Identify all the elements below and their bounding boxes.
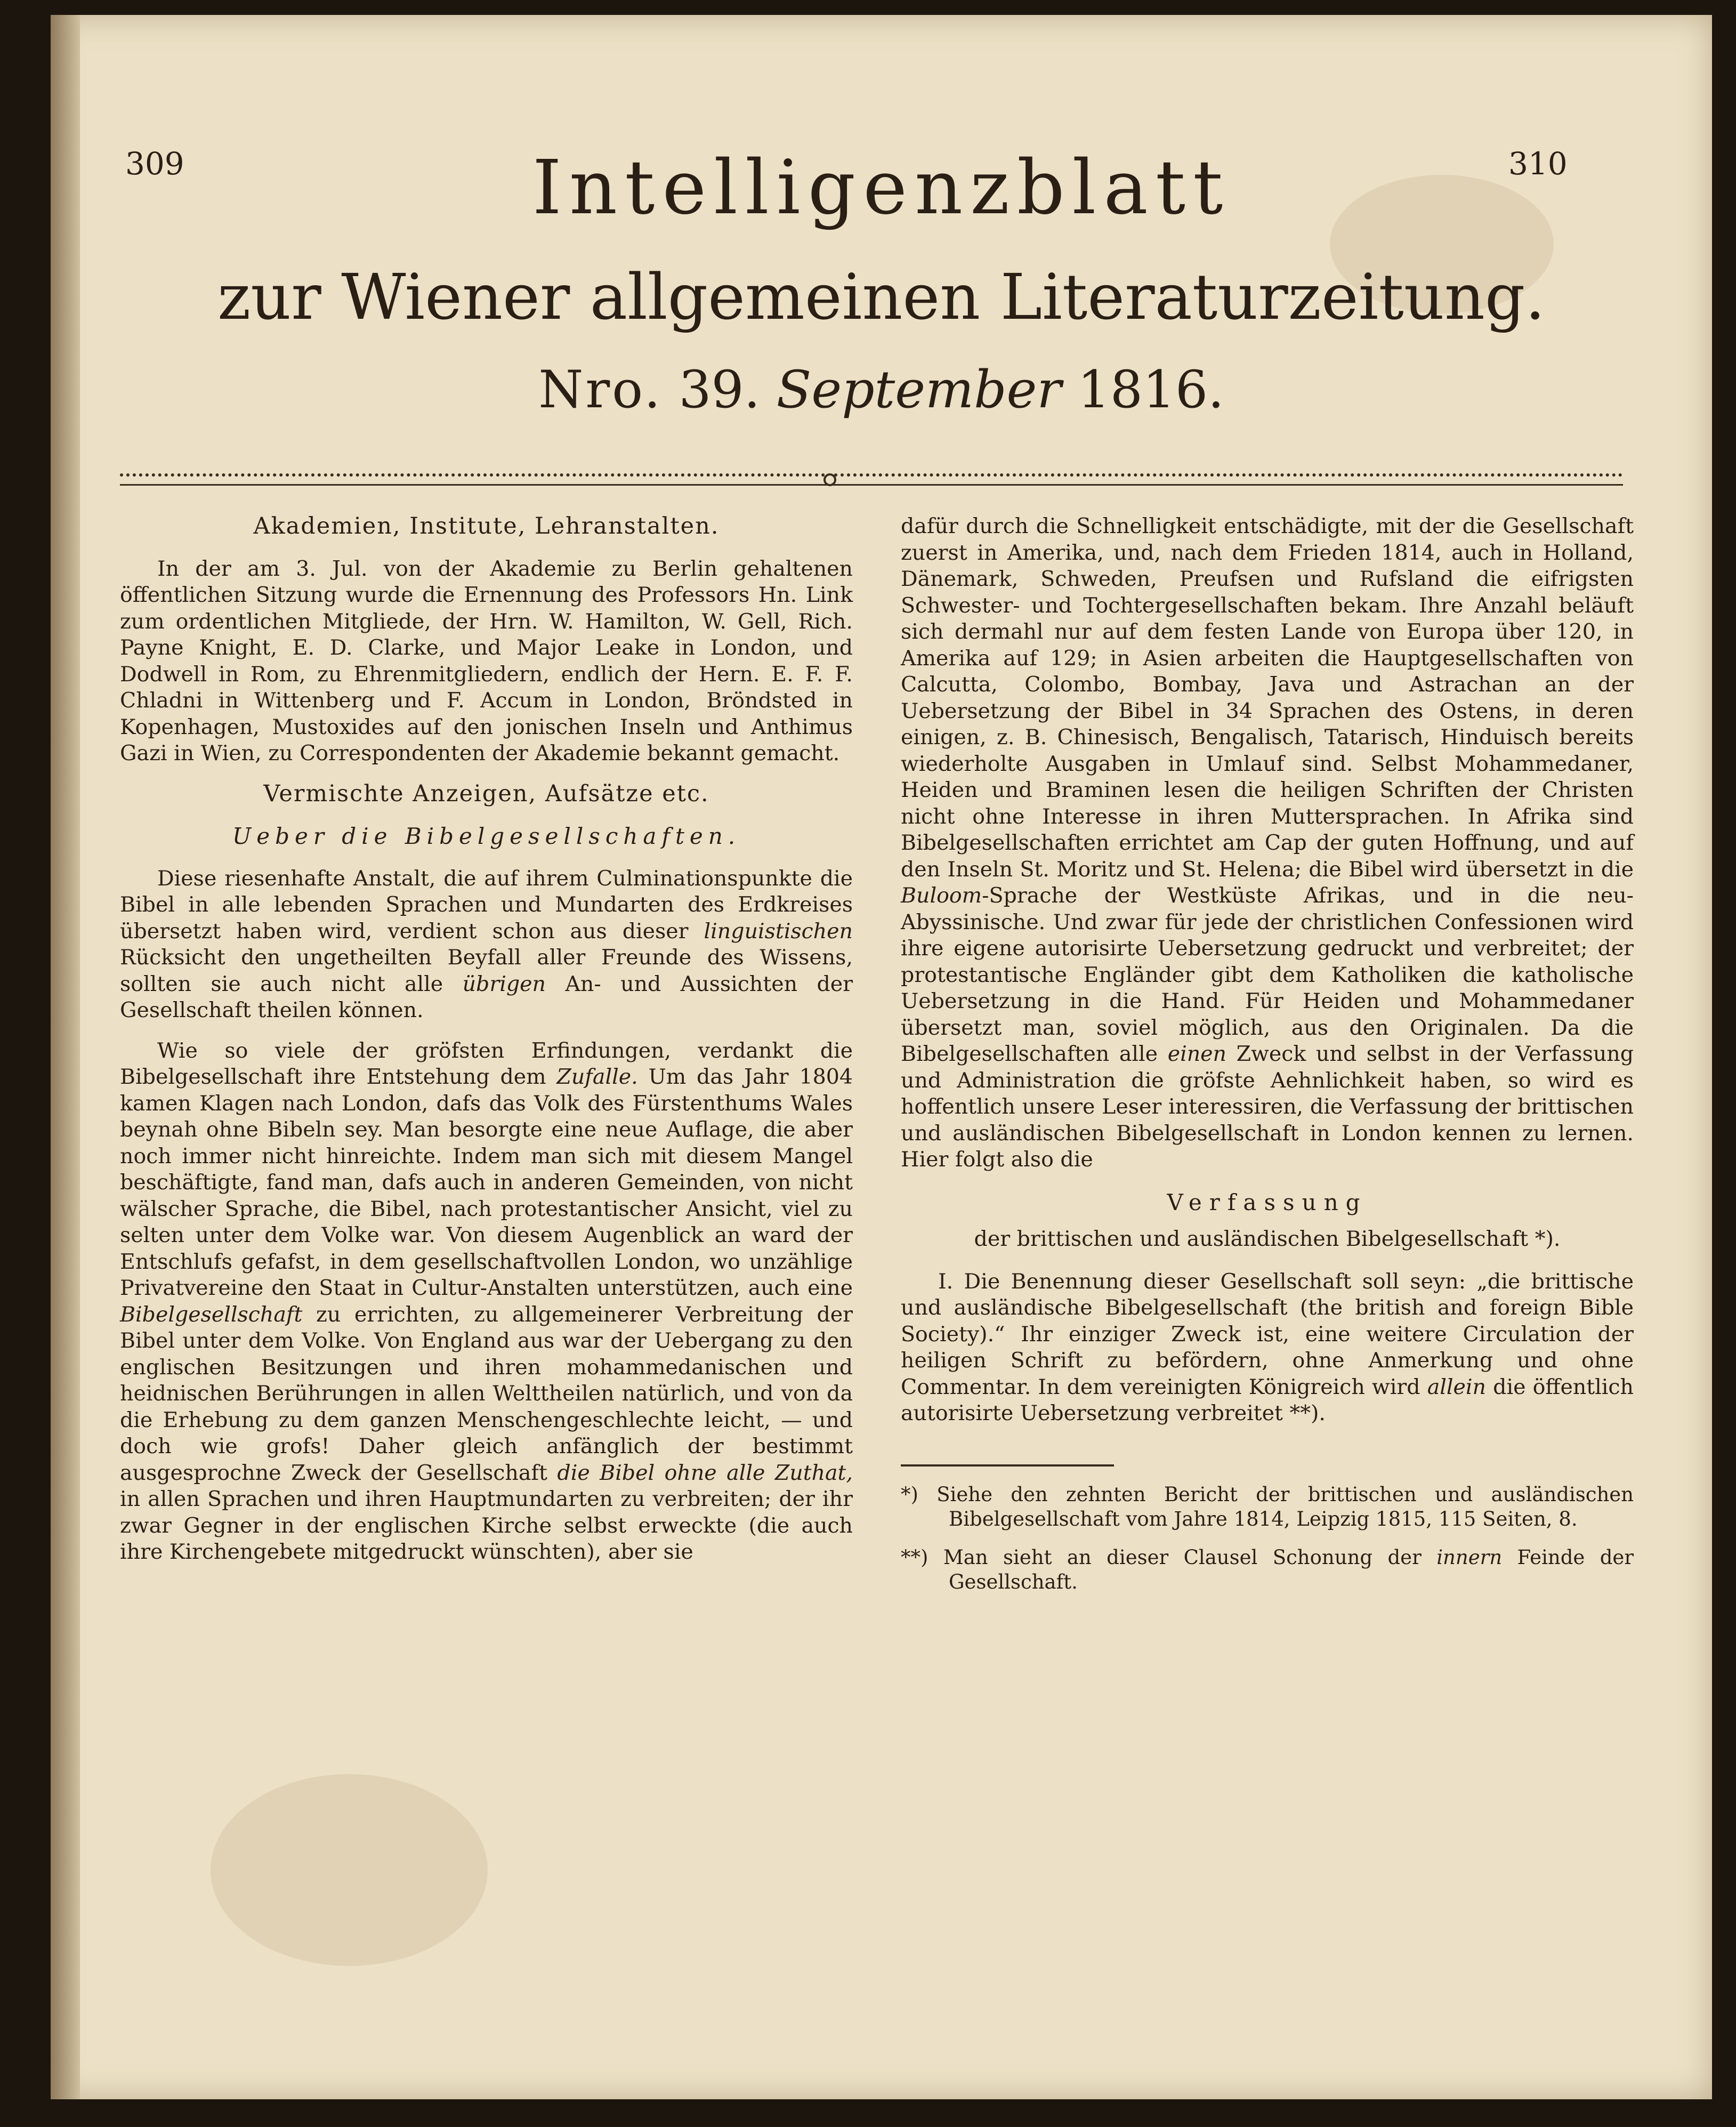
- page-number-right: 310: [1508, 146, 1568, 182]
- issue-prefix: Nro.: [538, 360, 663, 420]
- issue-number: 39.: [679, 360, 761, 420]
- paragraph-continuation: dafür durch die Schnelligkeit entschädigte, mit der die Gesellschaft zuerst in Amerika, und, nach dem Frieden 1814, auch in Holland, Dänemark, Schweden, Preufsen und Rufsland die eifrigsten Schwester- und Tochtergesellschaften bekam. Ihre Anzahl beläuft sich dermahl nur auf dem festen Lande von Europa über 120, in Amerika auf 129; in Asien arbeiten die Hauptgesellschaften von Calcutta, Colombo, Bombay, Java und Astrachan an der Uebersetzung der Bibel in 34 Sprachen des Ostens, in deren einigen, z. B. Chinesisch, Bengalisch, Tatarisch, Hinduisch bereits wiederholte Ausgaben in Umlauf sind. Selbst Mohammedaner, Heiden und Braminen lesen die heiligen Schriften der Christen nicht ohne Interesse in ihren Muttersprachen. In Afrika sind Bibelgesellschaften errichtet am Cap der guten Hoffnung, und auf den Inseln St. Moritz und St. Helena; die Bibel wird übersetzt in die Buloom-Sprache der Westküste Afrikas, und in die neu-Abyssinische. Und zwar für jede der christlichen Confessionen wird ihre eigene autorisirte Uebersetzung gedruckt und verbreitet; der protestantische Engländer gibt dem Katholiken die katholische Uebersetzung in die Hand. Für Heiden und Mohammedaner übersetzt man, soviel möglich, aus den Originalen. Da die Bibelgesellschaften alle einen Zweck und selbst in der Verfassung und Administration die gröfste Aehnlichkeit haben, so wird es hoffentlich unsere Leser interessiren, die Verfassung der brittischen und ausländischen Bibelgesellschaft in London kennen zu lernen. Hier folgt also die: [901, 514, 1634, 1172]
- section-heading-miscellaneous: Vermischte Anzeigen, Aufsätze etc.: [263, 780, 709, 807]
- left-column: [120, 513, 853, 1580]
- issue-month: September: [776, 360, 1062, 420]
- paragraph-intro: Diese riesenhafte Anstalt, die auf ihrem Culminationspunkte die Bibel in alle lebenden Sprachen und Mundarten des Erdkreises übersetzt haben wird, verdient schon aus dieser linguistischen Rücksicht den ungetheilten Beyfall aller Freunde des Wissens, sollten sie auch nicht alle übrigen An- und Aussichten der Gesellschaft theilen können.: [120, 866, 853, 1022]
- constitution-subheading: der brittischen und ausländischen Bibelgesellschaft *).: [974, 1227, 1561, 1251]
- rule-ornament: [823, 473, 836, 486]
- paragraph-academy-news: In der am 3. Jul. von der Akademie zu Berlin gehaltenen öffentlichen Sitzung wurde die Ernennung des Professors Hn. Link zum ordentlichen Mitgliede, der Hrn. W. Hamilton, W. Gell, Rich. Payne Knight, E. D. Clarke, und Major Leake in London, und Dodwell in Rom, zu Ehrenmitgliedern, endlich der Hern. E. F. F. Chladni in Wittenberg und F. Accum in London, Bröndsted in Kopenhagen, Mustoxides auf den jonischen Inseln und Anthimus Gazi in Wien, zu Correspondenten der Akademie bekannt gemacht.: [120, 556, 853, 766]
- ornamental-rule: [120, 473, 1623, 486]
- issue-line: [51, 360, 1712, 420]
- section-heading-academies: Akademien, Institute, Lehranstalten.: [253, 513, 720, 539]
- newspaper-page: [51, 15, 1712, 2099]
- footnote-rule: [901, 1464, 1114, 1467]
- paragraph-history: Wie so viele der gröfsten Erfindungen, verdankt die Bibelgesellschaft ihre Entstehung dem Zufalle. Um das Jahr 1804 kamen Klagen nach London, dafs das Volk des Fürstenthums Wales beynah ohne Bibeln sey. Man besorgte eine neue Auflage, die aber noch immer nicht hinreichte. Indem man sich mit diesem Mangel beschäftigte, fand man, dafs auch in anderen Gemeinden, von nicht wälscher Sprache, die Bibel, nach protestantischer Ansicht, viel zu selten unter dem Volke war. Von diesem Augenblick an ward der Entschlufs gefafst, in dem gesellschaftvollen London, wo unzählige Privatvereine den Staat in Cultur-Anstalten unterstützen, auch eine Bibelgesellschaft zu errichten, zu allgemeinerer Verbreitung der Bibel unter dem Volke. Von England aus war der Uebergang zu den englischen Besitzungen und ihren mohammedanischen und heidnischen Berührungen in allen Welttheilen natürlich, und von da die Erhebung zu dem ganzen Menschengeschlechte leicht, — und doch wie grofs! Daher gleich anfänglich der bestimmt ausgesprochne Zweck der Gesellschaft die Bibel ohne alle Zuthat, in allen Sprachen und ihren Hauptmundarten zu verbreiten; der ihr zwar Gegner in der englischen Kirche selbst erweckte (die auch ihre Kirchengebete mitgedruckt wünschten), aber sie: [120, 1038, 853, 1564]
- paper-stain: [211, 1774, 488, 1966]
- masthead-subtitle: zur Wiener allgemeinen Literaturzeitung.: [217, 260, 1545, 334]
- right-column: [901, 513, 1634, 1608]
- article-title: Ueber die Bibelgesellschaften.: [232, 823, 741, 849]
- paragraph-article-one: I. Die Benennung dieser Gesellschaft soll seyn: „die brittische und ausländische Bibelgesellschaft (the british and foreign Bible Society).“ Ihr einziger Zweck ist, eine weitere Circulation der heiligen Schrift zu befördern, ohne Anmerkung und ohne Commentar. In dem vereinigten Königreich wird allein die öffentlich autorisirte Uebersetzung verbreitet **).: [901, 1269, 1634, 1425]
- footnote-2: **) Man sieht an dieser Clausel Schonung der innern Feinde der Gesellschaft.: [901, 1545, 1634, 1593]
- page-number-left: 309: [125, 146, 184, 182]
- footnote-1: *) Siehe den zehnten Bericht der brittischen und ausländischen Bibelgesellschaft vom Jahre 1814, Leipzig 1815, 115 Seiten, 8.: [901, 1483, 1634, 1530]
- issue-year: 1816.: [1077, 360, 1224, 420]
- constitution-heading: Verfassung: [1167, 1189, 1368, 1215]
- masthead-title: Intelligenzblatt: [532, 144, 1231, 231]
